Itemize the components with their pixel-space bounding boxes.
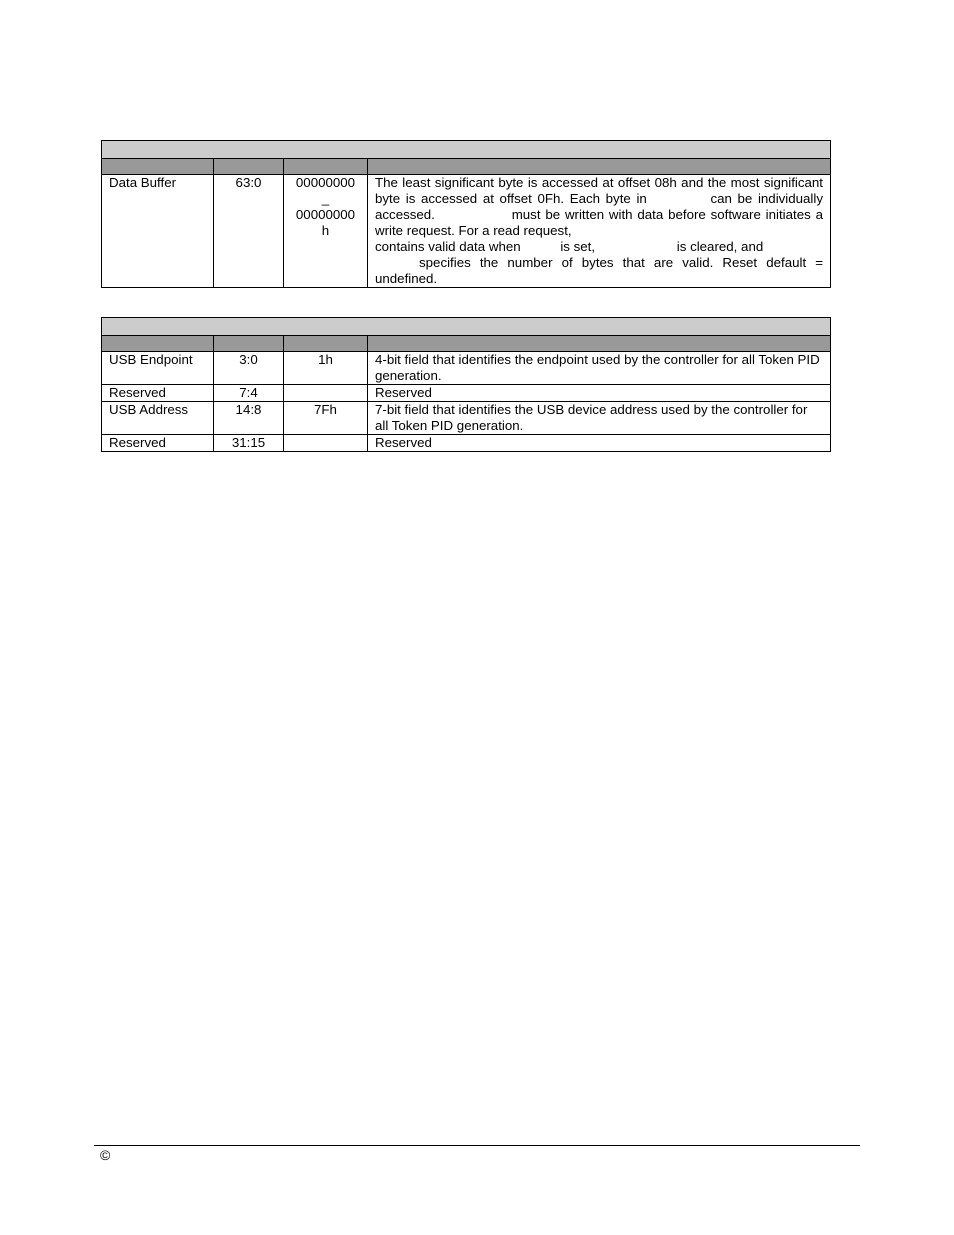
field-name: Reserved bbox=[102, 385, 214, 402]
table-row bbox=[102, 385, 831, 402]
field-bits: 14:8 bbox=[214, 402, 284, 435]
field-bits: 3:0 bbox=[214, 352, 284, 385]
table-header-row bbox=[102, 159, 831, 175]
desc-text: is set, bbox=[560, 239, 596, 254]
field-description: 7-bit field that identifies the USB device address used by the controller for all Token PID generation. bbox=[368, 402, 831, 435]
token-register-table bbox=[101, 317, 831, 452]
field-name: Reserved bbox=[102, 435, 214, 452]
field-default bbox=[284, 385, 368, 402]
footer-divider bbox=[94, 1145, 860, 1146]
copyright-notice: © bbox=[100, 1147, 111, 1163]
default-line: 00000000 bbox=[295, 207, 356, 222]
table-row bbox=[102, 435, 831, 452]
desc-text: can be individually accessed. bbox=[375, 191, 823, 222]
field-name: Data Buffer bbox=[102, 175, 214, 288]
field-default: 1h bbox=[284, 352, 368, 385]
field-description: 4-bit field that identifies the endpoint used by the controller for all Token PID generation. bbox=[368, 352, 831, 385]
field-name: USB Endpoint bbox=[102, 352, 214, 385]
table-row bbox=[102, 352, 831, 385]
default-line: _ bbox=[321, 191, 330, 206]
table-title-row bbox=[102, 141, 831, 159]
field-description bbox=[368, 175, 831, 288]
desc-text: The least significant byte is accessed at offset 08h and the most significant byte is accessed at offset 0Fh. Each byte in bbox=[375, 175, 823, 206]
table-row bbox=[102, 402, 831, 435]
field-default: 7Fh bbox=[284, 402, 368, 435]
field-name: USB Address bbox=[102, 402, 214, 435]
desc-text: is cleared, and bbox=[676, 239, 764, 254]
data-buffer-register-table bbox=[101, 140, 831, 288]
field-default bbox=[284, 175, 368, 288]
field-description: Reserved bbox=[368, 385, 831, 402]
desc-text: must be written with data before software initiates a write request. For a read request, bbox=[375, 207, 823, 238]
desc-text: contains valid data when bbox=[375, 239, 521, 254]
desc-text: specifies the number of bytes that are valid. Reset default = undefined. bbox=[375, 255, 823, 286]
table-row bbox=[102, 175, 831, 288]
table-header-row bbox=[102, 336, 831, 352]
field-bits: 7:4 bbox=[214, 385, 284, 402]
field-bits: 31:15 bbox=[214, 435, 284, 452]
field-description: Reserved bbox=[368, 435, 831, 452]
table-title-row bbox=[102, 318, 831, 336]
default-line: h bbox=[321, 223, 330, 238]
field-bits: 63:0 bbox=[214, 175, 284, 288]
default-line: 00000000 bbox=[295, 175, 356, 190]
field-default bbox=[284, 435, 368, 452]
